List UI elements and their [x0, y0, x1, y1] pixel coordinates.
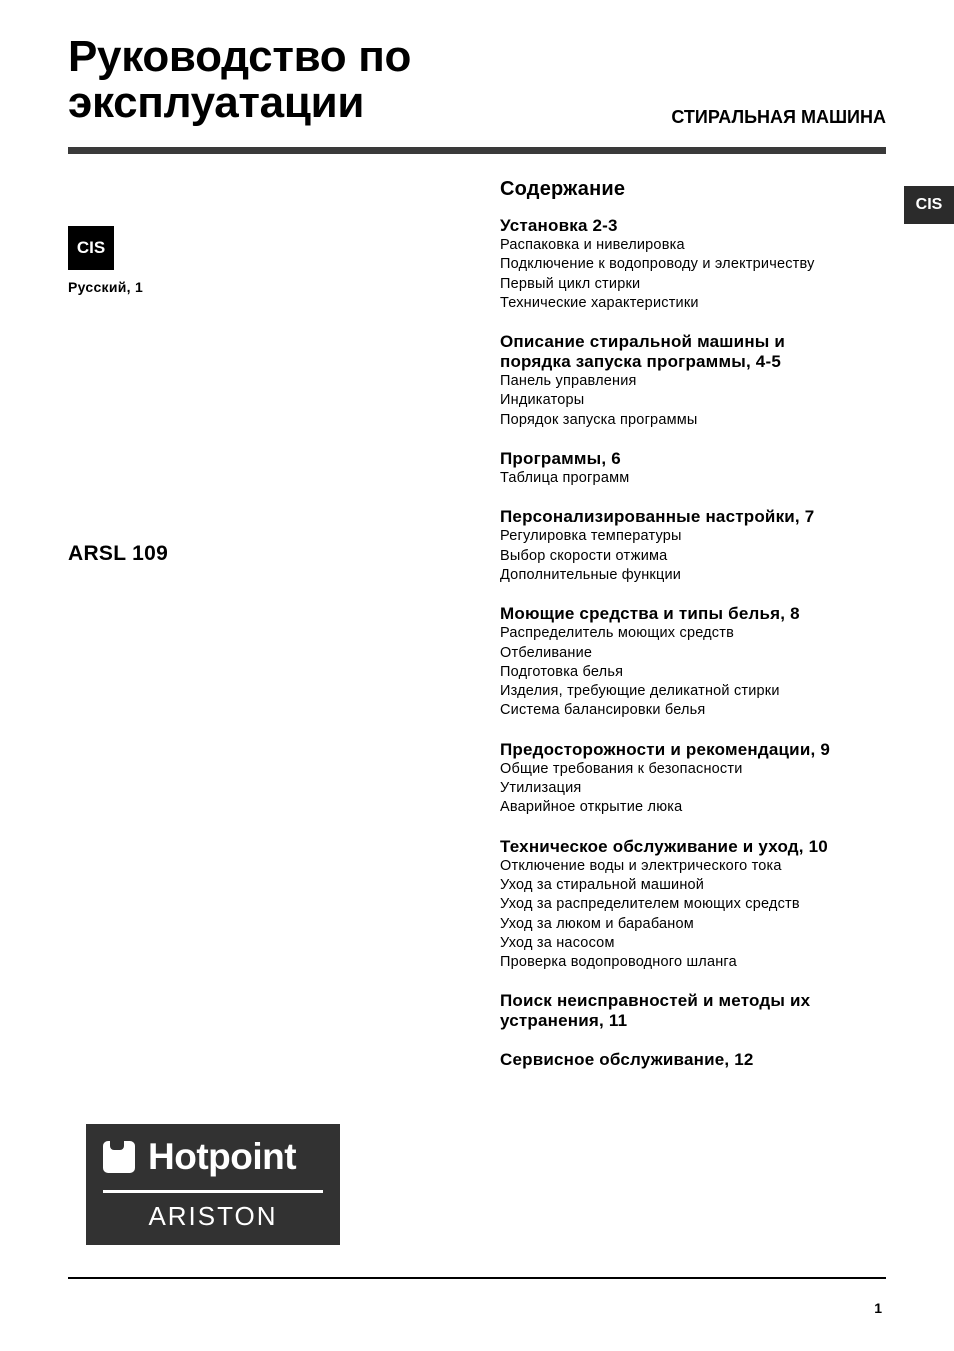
toc-section-title: Поиск неисправностей и методы их устранения, 11 [500, 991, 811, 1031]
model-name: ARSL 109 [68, 542, 169, 565]
toc-section-title: Моющие средства и типы белья, 8 [500, 604, 800, 624]
toc-heading: Содержание [500, 178, 626, 200]
toc-item: Аварийное открытие люка [500, 799, 683, 816]
language-page-reference: Русский, 1 [68, 279, 144, 295]
toc-item: Панель управления [500, 373, 637, 390]
toc-section-title: Программы, 6 [500, 449, 621, 469]
toc-item: Проверка водопроводного шланга [500, 954, 737, 971]
toc-item: Технические характеристики [500, 294, 699, 311]
brand-logo [86, 1124, 340, 1245]
toc-item: Изделия, требующие деликатной стирки [500, 683, 780, 700]
toc-section [500, 332, 900, 430]
brand-mark-icon [103, 1141, 135, 1173]
toc-section-title: Персонализированные настройки, 7 [500, 507, 815, 527]
toc-item: Распаковка и нивелировка [500, 237, 685, 253]
toc-item: Утилизация [500, 780, 582, 797]
toc-item: Подключение к водопроводу и электричеству [500, 256, 815, 273]
toc-item: Таблица программ [500, 470, 630, 487]
toc-section [500, 449, 900, 488]
toc-item: Уход за стиральной машиной [500, 876, 705, 893]
footer-rule [68, 1277, 886, 1279]
brand-subname: ARISTON [148, 1201, 278, 1231]
toc-item: Первый цикл стирки [500, 275, 641, 292]
toc-item: Выбор скорости отжима [500, 547, 668, 564]
header-rule [68, 147, 886, 154]
document-subtitle: СТИРАЛЬНАЯ МАШИНА [671, 107, 886, 127]
toc-section [500, 1050, 900, 1070]
toc-section [500, 507, 900, 585]
toc-item: Подготовка белья [500, 663, 624, 680]
logo-divider [103, 1190, 323, 1193]
toc-item: Дополнительные функции [500, 566, 682, 583]
brand-name: Hotpoint [148, 1136, 297, 1177]
toc-section [500, 740, 900, 818]
toc-item: Регулировка температуры [500, 528, 682, 545]
toc-item: Распределитель моющих средств [500, 625, 735, 642]
toc-item: Отключение воды и электрического тока [500, 857, 782, 874]
toc-item: Порядок запуска программы [500, 411, 698, 428]
language-edge-tab: CIS [904, 186, 954, 224]
page-number: 1 [874, 1300, 882, 1316]
toc-section [500, 991, 900, 1031]
toc-section-title: Предосторожности и рекомендации, 9 [500, 739, 830, 759]
toc-item: Индикаторы [500, 392, 585, 409]
toc-section-title: Установка 2-3 [500, 216, 618, 235]
toc-section-title: Описание стиральной машины и порядка запуска программы, 4-5 [500, 332, 786, 372]
toc-section-title: Сервисное обслуживание, 12 [500, 1050, 754, 1070]
toc-item: Общие требования к безопасности [500, 760, 743, 777]
document-title-line: эксплуатации [68, 78, 365, 127]
toc-item: Уход за распределителем моющих средств [500, 896, 800, 913]
toc-section [500, 837, 900, 973]
toc-sections [500, 216, 900, 1070]
toc-item: Отбеливание [500, 644, 593, 661]
toc-item: Уход за насосом [500, 934, 615, 951]
table-of-contents [500, 176, 900, 1089]
document-title-line: Руководство по [68, 32, 412, 81]
toc-section [500, 216, 900, 313]
toc-item: Система балансировки белья [500, 702, 706, 719]
language-code-box: CIS [68, 226, 114, 270]
toc-item: Уход за люком и барабаном [500, 915, 694, 932]
toc-section [500, 604, 900, 720]
document-title [68, 34, 528, 126]
toc-section-title: Техническое обслуживание и уход, 10 [500, 836, 828, 856]
